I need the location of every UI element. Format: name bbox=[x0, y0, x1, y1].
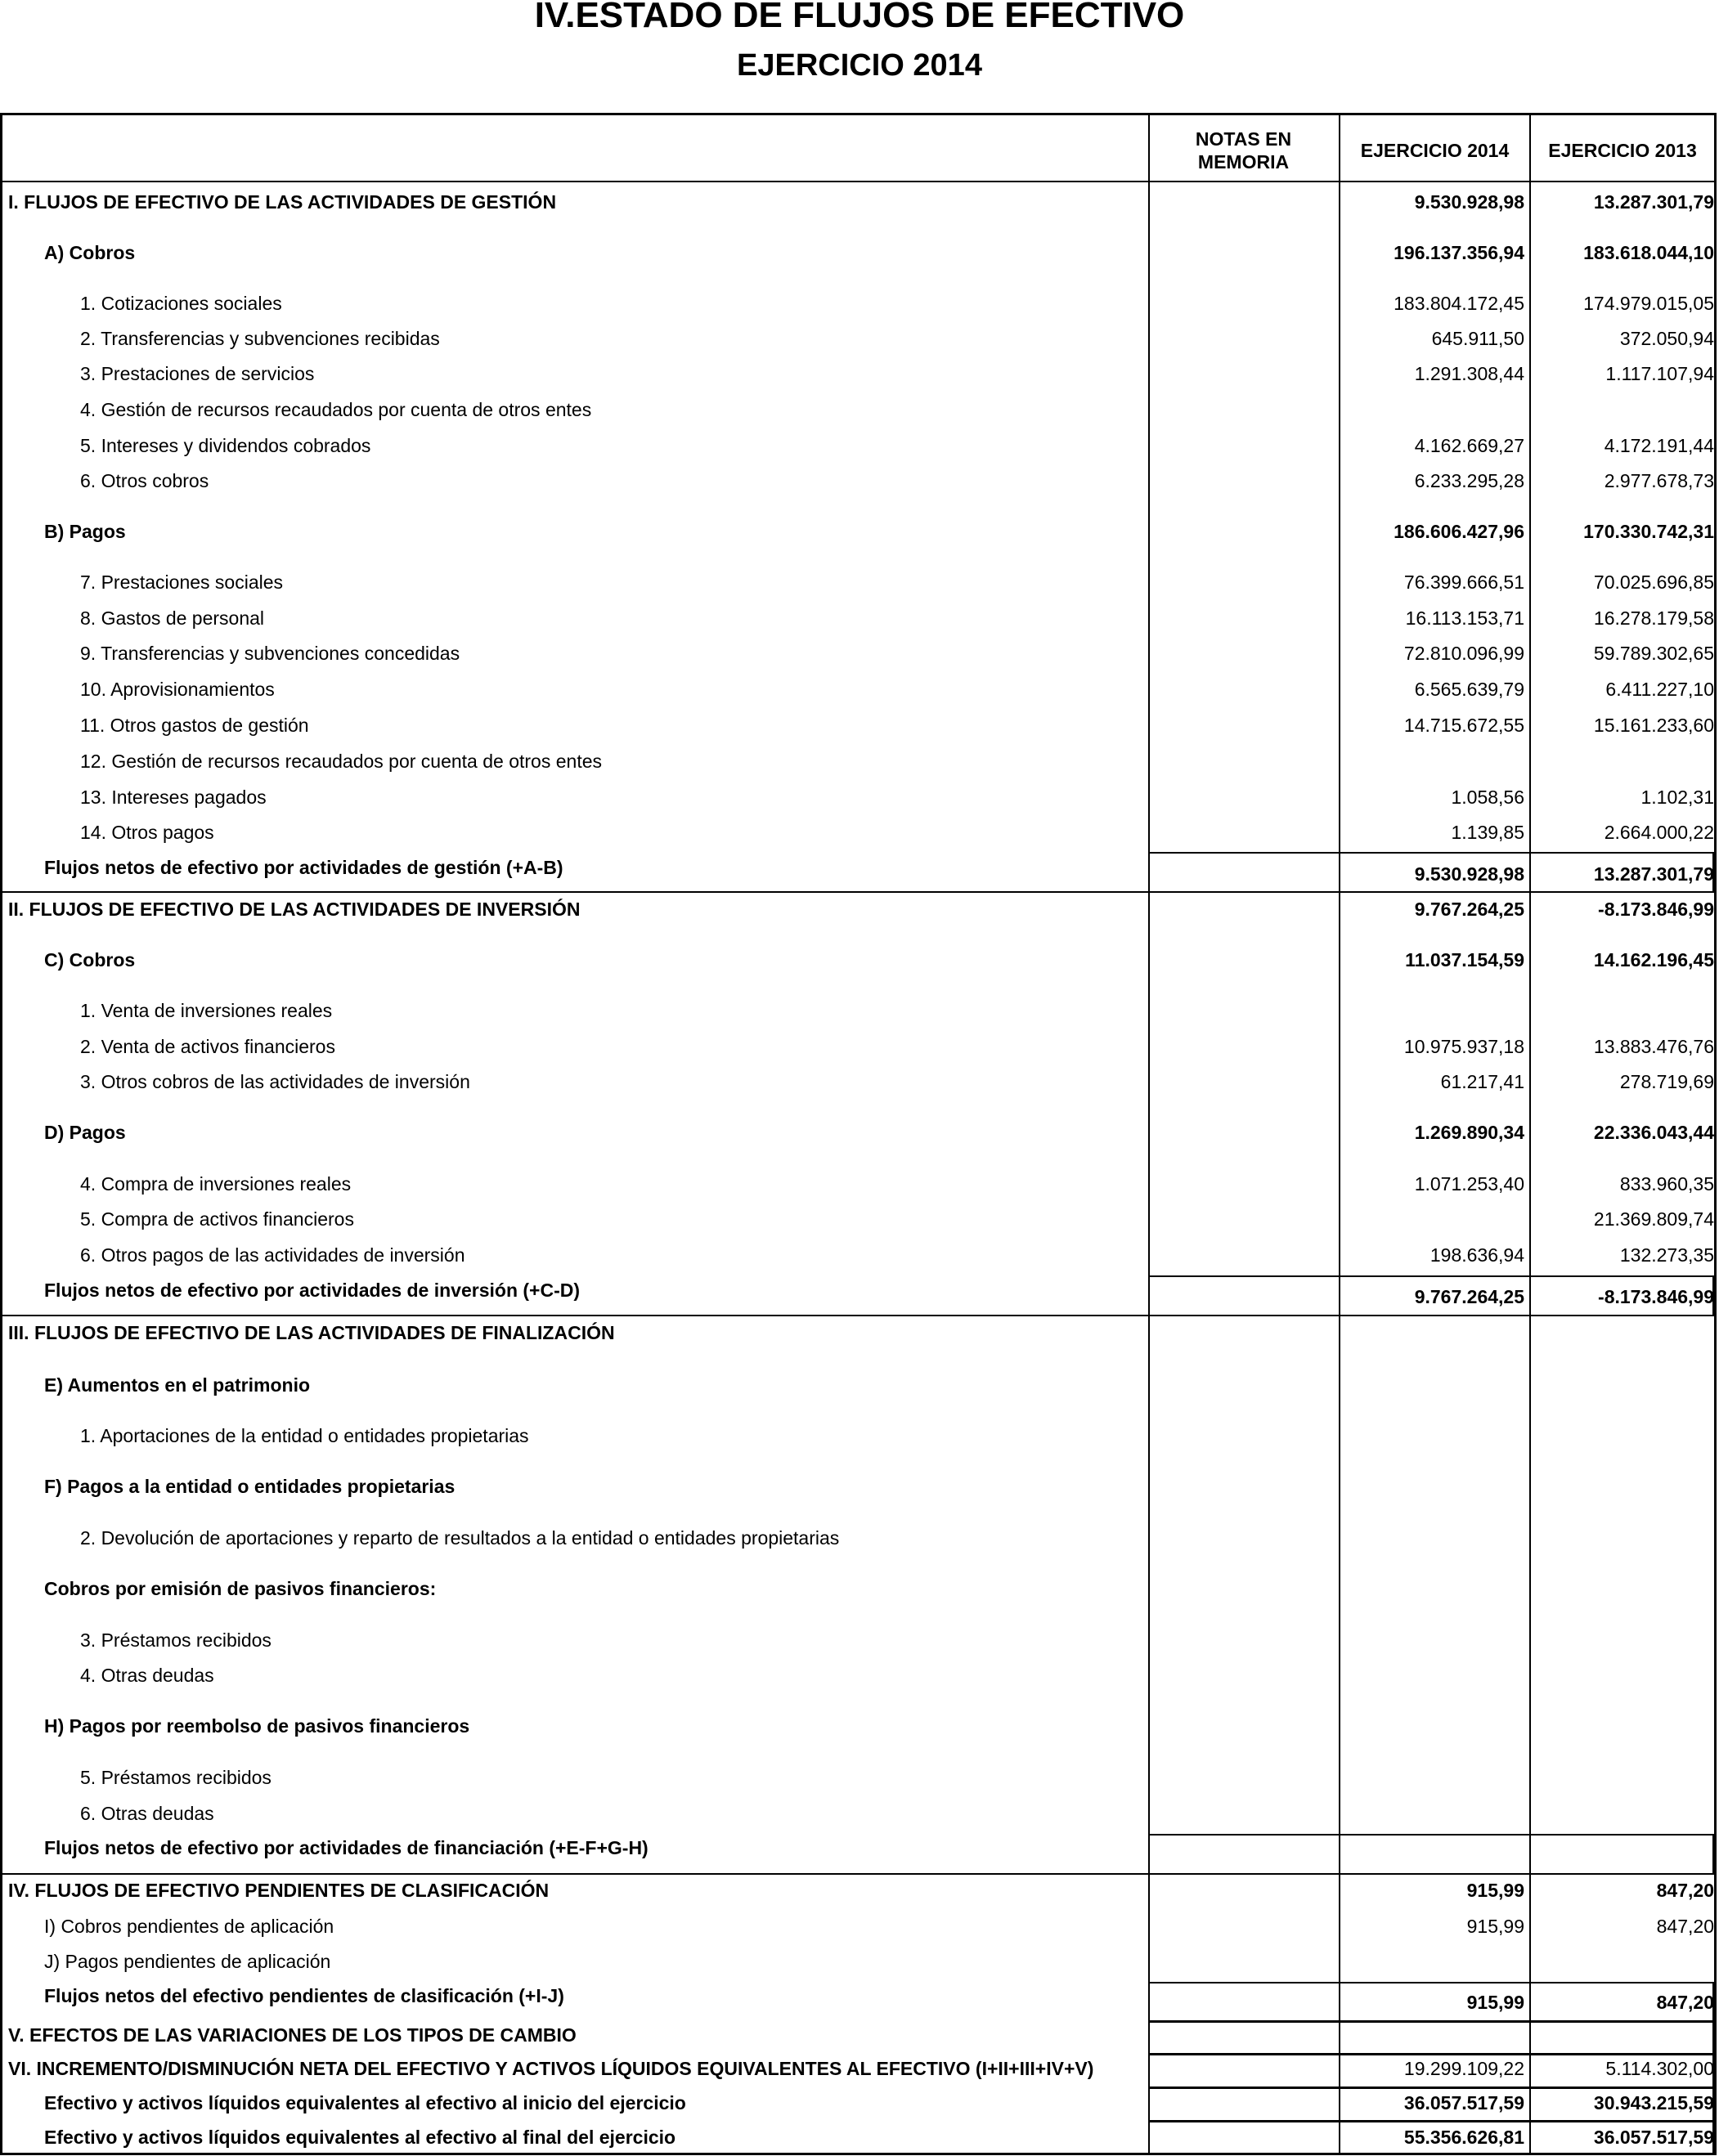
header-ejercicio-2014: EJERCICIO 2014 bbox=[1360, 140, 1510, 161]
table-row bbox=[0, 1066, 1717, 1097]
row-label: IV. FLUJOS DE EFECTIVO PENDIENTES DE CLASIFICACIÓN bbox=[8, 1880, 550, 1901]
row-label: 2. Transferencias y subvenciones recibidas bbox=[80, 328, 440, 349]
value-2013: 30.943.215,59 bbox=[1593, 2092, 1714, 2113]
value-2013: 183.618.044,10 bbox=[1583, 242, 1714, 263]
table-row bbox=[0, 2019, 1717, 2051]
row-label: Flujos netos del efectivo pendientes de clasificación (+I-J) bbox=[44, 1985, 564, 2006]
table-row bbox=[0, 944, 1717, 975]
value-2013: 174.979.015,05 bbox=[1583, 293, 1714, 314]
table-row bbox=[0, 1798, 1717, 1829]
table-row bbox=[0, 638, 1717, 669]
table-row bbox=[0, 1875, 1717, 1906]
value-2014: 9.530.928,98 bbox=[1414, 191, 1524, 213]
table-row bbox=[0, 1369, 1717, 1401]
value-2014: 36.057.517,59 bbox=[1403, 2092, 1524, 2113]
row-label: C) Cobros bbox=[44, 949, 136, 970]
row-label: 5. Intereses y dividendos cobrados bbox=[80, 435, 371, 456]
table-row bbox=[0, 817, 1717, 848]
row-label: 5. Préstamos recibidos bbox=[80, 1767, 272, 1788]
row-label: J) Pagos pendientes de aplicación bbox=[44, 1951, 331, 1972]
value-2013: 5.114.302,00 bbox=[1605, 2058, 1714, 2079]
row-label: 11. Otros gastos de gestión bbox=[80, 715, 309, 736]
value-2014: 4.162.669,27 bbox=[1414, 435, 1524, 456]
value-2014: 1.071.253,40 bbox=[1414, 1173, 1524, 1195]
value-2014: 9.767.264,25 bbox=[1414, 1286, 1524, 1307]
value-2014: 10.975.937,18 bbox=[1403, 1036, 1524, 1057]
header-ejercicio-2013: EJERCICIO 2013 bbox=[1548, 140, 1697, 161]
row-label: 4. Gestión de recursos recaudados por cuenta de otros entes bbox=[80, 399, 592, 420]
value-2014: 1.058,56 bbox=[1451, 787, 1524, 808]
table-row bbox=[0, 2087, 1717, 2118]
table-row bbox=[0, 186, 1717, 217]
value-2013: 36.057.517,59 bbox=[1593, 2127, 1714, 2148]
row-label: F) Pagos a la entidad o entidades propietarias bbox=[44, 1476, 456, 1497]
table-row bbox=[0, 1420, 1717, 1451]
row-label: 13. Intereses pagados bbox=[80, 787, 267, 808]
value-2014: 198.636,94 bbox=[1430, 1244, 1524, 1266]
table-row bbox=[0, 1980, 1717, 2011]
row-label: 2. Venta de activos financieros bbox=[80, 1036, 335, 1057]
value-2014: 915,99 bbox=[1466, 1880, 1524, 1901]
value-2014: 6.233.295,28 bbox=[1414, 470, 1524, 491]
table-row bbox=[0, 1832, 1717, 1863]
table-row bbox=[0, 1710, 1717, 1741]
value-2013: 847,20 bbox=[1656, 1880, 1714, 1901]
table-row bbox=[0, 894, 1717, 925]
row-label: 3. Otros cobros de las actividades de inversión bbox=[80, 1071, 470, 1092]
row-label: 4. Otras deudas bbox=[80, 1665, 214, 1686]
table-row bbox=[0, 995, 1717, 1026]
row-label: 9. Transferencias y subvenciones concedidas bbox=[80, 643, 460, 664]
row-label: 6. Otros pagos de las actividades de inversión bbox=[80, 1244, 465, 1266]
value-2013: 6.411.227,10 bbox=[1605, 679, 1714, 700]
value-2014: 1.139,85 bbox=[1451, 822, 1524, 843]
value-2014: 14.715.672,55 bbox=[1403, 715, 1524, 736]
row-label: 4. Compra de inversiones reales bbox=[80, 1173, 352, 1195]
value-2013: 13.287.301,79 bbox=[1593, 863, 1714, 885]
row-label: VI. INCREMENTO/DISMINUCIÓN NETA DEL EFECTIVO Y ACTIVOS LÍQUIDOS EQUIVALENTES AL EFECTIVO (I+II+III+IV+V) bbox=[8, 2058, 1094, 2079]
row-label: 5. Compra de activos financieros bbox=[80, 1208, 354, 1230]
row-label: Flujos netos de efectivo por actividades de financiación (+E-F+G-H) bbox=[44, 1837, 649, 1858]
row-label: 14. Otros pagos bbox=[80, 822, 214, 843]
table-row bbox=[0, 2122, 1717, 2153]
value-2013: -8.173.846,99 bbox=[1598, 1286, 1714, 1307]
row-label: 1. Aportaciones de la entidad o entidades propietarias bbox=[80, 1425, 529, 1446]
row-label: 6. Otros cobros bbox=[80, 470, 209, 491]
value-2013: 13.287.301,79 bbox=[1593, 191, 1714, 213]
value-2014: 19.299.109,22 bbox=[1403, 2058, 1524, 2079]
row-label: 2. Devolución de aportaciones y reparto de resultados a la entidad o entidades propietarias bbox=[80, 1527, 840, 1549]
table-row bbox=[0, 1117, 1717, 1148]
table-row bbox=[0, 710, 1717, 741]
row-label: Cobros por emisión de pasivos financieros: bbox=[44, 1578, 437, 1599]
row-label: Efectivo y activos líquidos equivalentes al efectivo al final del ejercicio bbox=[44, 2127, 676, 2148]
row-label: E) Aumentos en el patrimonio bbox=[44, 1374, 311, 1396]
table-row bbox=[0, 1625, 1717, 1656]
value-2013: 372.050,94 bbox=[1619, 328, 1714, 349]
value-2014: 11.037.154,59 bbox=[1405, 949, 1524, 970]
value-2014: 6.565.639,79 bbox=[1414, 679, 1524, 700]
table-row bbox=[0, 288, 1717, 319]
row-label: 10. Aprovisionamientos bbox=[80, 679, 275, 700]
table-row bbox=[0, 1573, 1717, 1604]
value-2013: 14.162.196,45 bbox=[1593, 949, 1714, 970]
value-2014: 915,99 bbox=[1466, 1916, 1524, 1937]
value-2013: 1.102,31 bbox=[1640, 787, 1714, 808]
row-label: B) Pagos bbox=[44, 521, 126, 542]
table-row bbox=[0, 1275, 1717, 1306]
value-2013: 170.330.742,31 bbox=[1583, 521, 1714, 542]
value-2013: 2.977.678,73 bbox=[1604, 470, 1714, 491]
table-row bbox=[0, 1946, 1717, 1977]
value-2013: 132.273,35 bbox=[1619, 1244, 1714, 1266]
row-label: 3. Préstamos recibidos bbox=[80, 1629, 272, 1651]
table-row bbox=[0, 1660, 1717, 1691]
row-label: 6. Otras deudas bbox=[80, 1803, 214, 1824]
row-label: A) Cobros bbox=[44, 242, 136, 263]
table-row bbox=[0, 1239, 1717, 1271]
value-2014: 186.606.427,96 bbox=[1394, 521, 1524, 542]
value-2014: 1.291.308,44 bbox=[1414, 363, 1524, 384]
value-2013: 13.883.476,76 bbox=[1593, 1036, 1714, 1057]
value-2014: 9.530.928,98 bbox=[1414, 863, 1524, 885]
header-notas: NOTAS EN MEMORIA bbox=[1195, 128, 1292, 173]
value-2013: 4.172.191,44 bbox=[1604, 435, 1714, 456]
table-row bbox=[0, 1317, 1717, 1348]
page-title: IV.ESTADO DE FLUJOS DE EFECTIVO bbox=[534, 0, 1185, 35]
value-2014: 1.269.890,34 bbox=[1414, 1122, 1524, 1143]
value-2013: 21.369.809,74 bbox=[1593, 1208, 1714, 1230]
value-2014: 915,99 bbox=[1466, 1992, 1524, 2013]
table-row bbox=[0, 358, 1717, 389]
value-2013: 833.960,35 bbox=[1619, 1173, 1714, 1195]
table-row bbox=[0, 516, 1717, 547]
table-row bbox=[0, 1911, 1717, 1942]
row-label: V. EFECTOS DE LAS VARIACIONES DE LOS TIPOS DE CAMBIO bbox=[8, 2024, 577, 2046]
value-2014: 55.356.626,81 bbox=[1403, 2127, 1524, 2148]
row-label: H) Pagos por reembolso de pasivos financieros bbox=[44, 1715, 470, 1737]
row-label: I. FLUJOS DE EFECTIVO DE LAS ACTIVIDADES DE GESTIÓN bbox=[8, 191, 557, 213]
table-row bbox=[0, 394, 1717, 425]
table-row bbox=[0, 1762, 1717, 1793]
value-2013: 15.161.233,60 bbox=[1593, 715, 1714, 736]
value-2013: 278.719,69 bbox=[1619, 1071, 1714, 1092]
value-2013: 22.336.043,44 bbox=[1593, 1122, 1714, 1143]
table-row bbox=[0, 2053, 1717, 2084]
table-row bbox=[0, 237, 1717, 268]
table-row bbox=[0, 674, 1717, 705]
table-row bbox=[0, 1204, 1717, 1235]
table-row bbox=[0, 782, 1717, 813]
table-row bbox=[0, 430, 1717, 461]
table-row bbox=[0, 746, 1717, 777]
row-label: 3. Prestaciones de servicios bbox=[80, 363, 315, 384]
value-2014: 61.217,41 bbox=[1440, 1071, 1524, 1092]
value-2013: 847,20 bbox=[1656, 1992, 1714, 2013]
value-2014: 72.810.096,99 bbox=[1403, 643, 1524, 664]
table-row bbox=[0, 323, 1717, 354]
value-2013: 1.117.107,94 bbox=[1605, 363, 1714, 384]
table-row bbox=[0, 1471, 1717, 1502]
value-2013: 2.664.000,22 bbox=[1604, 822, 1714, 843]
table-row bbox=[0, 603, 1717, 634]
value-2014: 16.113.153,71 bbox=[1405, 607, 1524, 629]
row-label: 1. Venta de inversiones reales bbox=[80, 1000, 333, 1021]
table-row bbox=[0, 852, 1717, 883]
table-row bbox=[0, 567, 1717, 598]
table-row bbox=[0, 1168, 1717, 1199]
value-2013: 16.278.179,58 bbox=[1593, 607, 1714, 629]
value-2014: 645.911,50 bbox=[1431, 328, 1524, 349]
row-label: I) Cobros pendientes de aplicación bbox=[44, 1916, 334, 1937]
row-label: Flujos netos de efectivo por actividades de inversión (+C-D) bbox=[44, 1280, 581, 1301]
table-row bbox=[0, 465, 1717, 496]
value-2014: 76.399.666,51 bbox=[1403, 571, 1524, 593]
table-row bbox=[0, 1522, 1717, 1553]
page-subtitle: EJERCICIO 2014 bbox=[737, 48, 982, 83]
value-2013: 70.025.696,85 bbox=[1593, 571, 1714, 593]
row-label: 8. Gastos de personal bbox=[80, 607, 265, 629]
value-2014: 9.767.264,25 bbox=[1414, 899, 1524, 920]
row-label: III. FLUJOS DE EFECTIVO DE LAS ACTIVIDADES DE FINALIZACIÓN bbox=[8, 1322, 615, 1343]
value-2013: 59.789.302,65 bbox=[1593, 643, 1714, 664]
row-label: Flujos netos de efectivo por actividades de gestión (+A-B) bbox=[44, 857, 563, 878]
value-2014: 183.804.172,45 bbox=[1394, 293, 1524, 314]
row-label: 12. Gestión de recursos recaudados por cuenta de otros entes bbox=[80, 751, 603, 772]
table-row bbox=[0, 1031, 1717, 1062]
value-2013: -8.173.846,99 bbox=[1598, 899, 1714, 920]
row-label: D) Pagos bbox=[44, 1122, 126, 1143]
value-2014: 196.137.356,94 bbox=[1394, 242, 1524, 263]
row-label: II. FLUJOS DE EFECTIVO DE LAS ACTIVIDADES DE INVERSIÓN bbox=[8, 899, 581, 920]
row-label: 1. Cotizaciones sociales bbox=[80, 293, 282, 314]
value-2013: 847,20 bbox=[1656, 1916, 1714, 1937]
row-label: Efectivo y activos líquidos equivalentes al efectivo al inicio del ejercicio bbox=[44, 2092, 686, 2113]
row-label: 7. Prestaciones sociales bbox=[80, 571, 284, 593]
